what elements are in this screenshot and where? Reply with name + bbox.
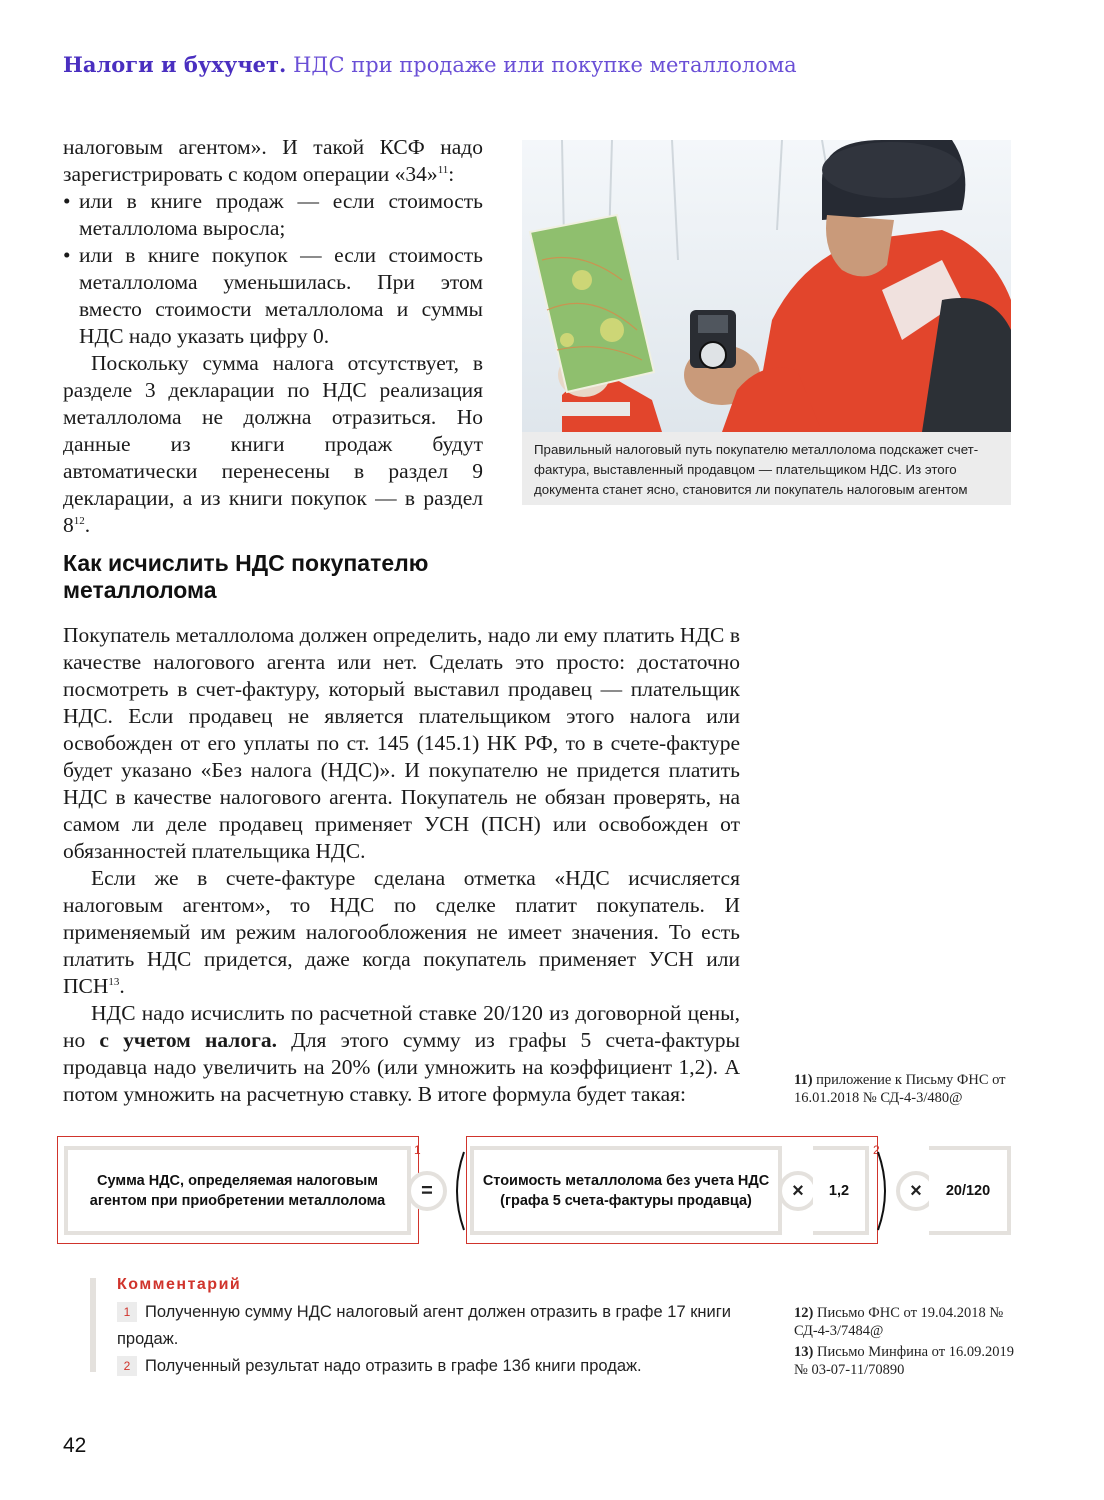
multiply-sign: × (896, 1171, 936, 1211)
footnote-text: приложение к Письму ФНС от 16.01.2018 № СД-4-3/480@ (794, 1072, 1006, 1106)
header-title: НДС при продаже или покупке металлолома (293, 53, 797, 77)
vat-amount-box: Сумма НДС, определяемая налоговым агентом при приобретении металлолома (64, 1146, 411, 1235)
comment-list (117, 1299, 757, 1380)
metal-cost-box: Стоимость металлолома без учета НДС (графа 5 счета-фактуры продавца) (470, 1146, 782, 1235)
formula-marker-1: 1 (414, 1143, 421, 1157)
paragraph: Покупатель металлолома должен определить, надо ли ему платить НДС в качестве налогового агента или нет. Сделать это просто: достаточно посмотреть в счет-фактуру, который выставил продавец — плательщик НДС. Если продавец не является плательщиком этого налога или освобожден от его уплаты по ст. 145 (145.1) НК РФ, то в счете-фактуре будет указано «Без налога (НДС)». И покупателю не придется платить НДС в качестве налогового агента. Покупатель не обязан проверять, на самом ли деле продавец применяет УСН (ПСН) или освобожден от обязанностей плательщика НДС. (63, 623, 740, 863)
comment-item: 2 Полученный результат надо отразить в графе 13б книги продаж. (117, 1353, 757, 1380)
footnote-12 (794, 1304, 1024, 1340)
equals-sign: = (407, 1171, 447, 1211)
multiply-sign: × (778, 1171, 818, 1211)
footnote-text: Письмо ФНС от 19.04.2018 № СД-4-3/7484@ (794, 1305, 1004, 1339)
footnote-13 (794, 1343, 1024, 1379)
footnote-text: Письмо Минфина от 16.09.2019 № 03-07-11/70890 (794, 1344, 1014, 1378)
rate-box: 20/120 (929, 1146, 1011, 1235)
page-number: 42 (63, 1434, 87, 1457)
left-parenthesis (448, 1150, 468, 1232)
paragraph: Поскольку сумма налога отсутствует, в разделе 3 декларации по НДС реализация металлолома не должна отразиться. Но данные из книги продаж будут автоматически перенесены в раздел 9 декларации, а из книги покупок — в раздел $8^{12}$. (63, 351, 483, 537)
top-text-column (63, 134, 483, 539)
paragraph: Если же в счете-фактуре сделана отметка «НДС исчисляется налоговым агентом», то НДС по сделке платит покупатель. И применяемый им режим налогообложения не имеет значения. То есть платить НДС придется, даже когда покупатель применяет УСН или ПСН$^{13}$. (63, 866, 740, 998)
footnote-ref: 11 (437, 163, 449, 176)
running-header (63, 52, 797, 77)
comment-number: 2 (117, 1356, 137, 1376)
footnote-number: 12) (794, 1305, 814, 1321)
bold-emphasis: с учетом налога. (99, 1028, 277, 1052)
footnote-11 (794, 1071, 1024, 1107)
comment-item: 1 Полученную сумму НДС налоговый агент должен отразить в графе 17 книги продаж. (117, 1303, 731, 1348)
formula-marker-2: 2 (873, 1143, 880, 1157)
bullet-item: • или в книге покупок — если стоимость металлолома уменьшилась. При этом вместо стоимости металлолома и суммы НДС надо указать цифру 0. (63, 242, 483, 350)
footnote-ref: 13 (108, 975, 120, 988)
footnote-number: 13) (794, 1344, 814, 1360)
section-heading: Как исчислить НДС покупателю металлолома (63, 550, 429, 603)
body-text (63, 622, 740, 1108)
comment-title: Комментарий (117, 1276, 242, 1293)
right-parenthesis (874, 1150, 894, 1232)
comment-number: 1 (117, 1302, 137, 1322)
comment-bar (90, 1278, 96, 1372)
footnote-ref: 12 (73, 514, 85, 527)
photo-person-map-compass (522, 140, 1011, 432)
header-section: Налоги и бухучет. (63, 52, 287, 77)
coefficient-box: 1,2 (813, 1146, 869, 1235)
footnote-number: 11) (794, 1072, 813, 1088)
paragraph: налоговым агентом». И такой КСФ надо зарегистрировать с кодом операции «34»$^{11}$: (63, 135, 483, 186)
photo-caption: Правильный налоговый путь покупателю металлолома подскажет счет-фактура, выставленный продавцом — плательщиком НДС. Из этого документа станет ясно, становится ли покупатель налоговым агентом (522, 432, 1011, 505)
bullet-item: • или в книге продаж — если стоимость металлолома выросла; (63, 188, 483, 242)
paragraph: НДС надо исчислить по расчетной ставке 20/120 из договорной цены, но с учетом налога. Для этого сумму из графы 5 счета-фактуры продавца надо увеличить на 20% (или умножить на коэффициент 1,2). А потом умножить на расчетную ставку. В итоге формула будет такая: (63, 1001, 740, 1106)
photo-illustration (522, 140, 1011, 432)
